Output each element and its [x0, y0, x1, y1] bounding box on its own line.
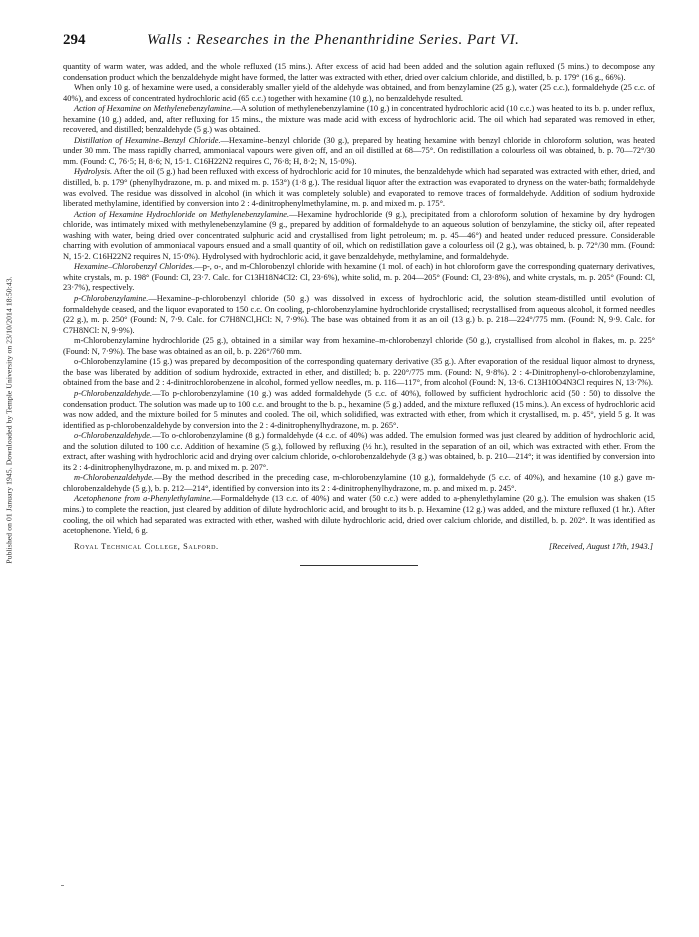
article-body — [63, 62, 655, 566]
paragraph-heading: Hydrolysis. — [74, 167, 113, 177]
paragraph — [63, 210, 655, 263]
paragraph — [63, 136, 655, 168]
paragraph-heading: m-Chlorobenzaldehyde. — [74, 473, 154, 483]
paragraph-heading: Distillation of Hexamine–Benzyl Chloride. — [74, 135, 221, 145]
paragraph-heading: Hexamine–Chlorobenzyl Chlorides. — [74, 262, 195, 272]
article-footer — [63, 542, 655, 553]
download-watermark-text: Published on 01 January 1945. Downloaded by Temple University on 23/10/2014 18:50:43. — [4, 276, 14, 564]
paragraph-text: —A solution of methylenebenzylamine (10 g.) in concentrated hydrochloric acid (10 c.c.) was heated to its b. p. under reflux, hexamine (10 g.) added, and, after refluxing for 15 mins., the mixture was made acid with excess of hydrochloric acid. The oil which had separated was removed in ether, recovered, and distilled; benzaldehyde (5 g.) was obtained. — [63, 104, 655, 135]
paragraph-text: —Hexamine–benzyl chloride (30 g.), prepared by heating hexamine with benzyl chloride in chloroform solution, was heated under 30 mm. The mass rapidly charred, ammoniacal vapours were given off, and an oil distilled at 68—75°. On redistillation a colourless oil was obtained, b. p. 70—72°/30 mm. (Found: C, 76·5; H, 8·6; N, 15·1. C16H22N2 requires C, 76·8; H, 8·2; N, 15·0%). — [63, 135, 655, 166]
scan-speck — [61, 885, 64, 886]
paragraph-text: quantity of warm water, was added, and the whole refluxed (15 mins.). After excess of acid had been added and the solution again refluxed (5 mins.) to decompose any condensation product which the benzaldehyde might have formed, the latter was extracted with ether, dried over calcium chloride, and distilled, b. p. 179° (16 g., 66%). — [63, 62, 655, 82]
paragraph-heading: o-Chlorobenzaldehyde. — [74, 431, 153, 441]
download-watermark — [3, 190, 15, 650]
paragraph-heading: p-Chlorobenzylamine. — [74, 294, 149, 304]
paragraph-text: When only 10 g. of hexamine were used, a considerably smaller yield of the aldehyde was obtained, and from benzylamine (25 g.), water (25 c.c.), formaldehyde (25 c.c. of 40%), and excess of concentrated hydrochloric acid (65 c.c.) together with hexamine (10 g.), no benzaldehyde resulted. — [63, 83, 655, 103]
paragraph-text: —To o-chlorobenzylamine (8 g.) formaldehyde (4 c.c. of 40%) was added. The emulsion formed was just cleared by addition of hydrochloric acid, and the solution diluted to 100 c.c. Addition of hexamine (5 g.), followed by refluxing (½ hr.), resulted in the separation of an oil, which was extracted with ether. From the extract, after washing with hydrochloric acid and drying over calcium chloride, o-chlorobenzaldehyde (3 g.) was obtained, b. p. 210—214°; it was identified by conversion into its 2 : 4-dinitrophenylhydrazone, m. p. and mixed m. p. 207°. — [63, 431, 655, 472]
paragraph-text: After the oil (5 g.) had been refluxed with excess of hydrochloric acid for 10 minutes, the benzaldehyde which had separated was extracted with ether, dried, and distilled, b. p. 179° (phenylhydrazone, m. p. and mixed m. p. 153°) (1·8 g.). The residual liquor after the extraction was evaporated to dryness on the water-bath; formaldehyde was evolved. The residue was dissolved in alcohol (in which it was completely soluble) and evaporated to remove traces of formaldehyde. Addition of sodium hydroxide liberated methylamine, identified by conversion into 2 : 4-dinitrophenylmethylamine, m. p. and mixed m. p. 175°. — [63, 167, 655, 209]
paragraph — [63, 62, 655, 83]
page-number: 294 — [63, 32, 86, 48]
paragraph — [63, 431, 655, 473]
paragraph — [63, 294, 655, 336]
paragraph-text: m-Chlorobenzylamine hydrochloride (25 g.), obtained in a similar way from hexamine–m-chlorobenzyl chloride (50 g.), crystallised from alcohol in flakes, m. p. 225° (Found: N, 7·9%). The base was obtained as an oil, b. p. 226°/760 mm. — [63, 336, 655, 356]
paragraph-text: —p-, o-, and m-Chlorobenzyl chloride with hexamine (1 mol. of each) in hot chloroform gave the corresponding quaternary derivatives, white crystals, m. p. 198° (Found: Cl, 23·7. Calc. for C13H18N4Cl2: Cl, 23·6%), white solid, m. p. 204—205° (Found: Cl, 23·8%), and white crystals, m. p. 205° (Found: Cl, 23·7%), respectively. — [63, 262, 656, 293]
paragraph-heading: Action of Hexamine on Methylenebenzylamine. — [74, 104, 233, 114]
paragraph — [63, 83, 655, 104]
paragraph — [63, 262, 655, 294]
paragraph-text: —Hexamine–p-chlorobenzyl chloride (50 g.) was dissolved in excess of hydrochloric acid, the solution steam-distilled until evolution of formaldehyde ceased, and the liquor evaporated to 150 c.c. On cooling, p-chlorobenzylamine hydrochloride crystallised; recrystallised from aqueous alcohol, it formed needles (22 g.), m. p. 250° (Found: N, 7·9. Calc. for C7H8NCl,HCl: N, 7·9%). The base was obtained from it as an oil (13 g.) b. p. 218—224°/775 mm. (Found: N, 9·9. Calc. for C7H8NCl: N, 9·9%). — [63, 294, 655, 335]
paragraph — [63, 494, 655, 536]
end-rule — [300, 565, 418, 566]
paragraph — [63, 336, 655, 357]
paragraph — [63, 473, 655, 494]
paragraph-text: —By the method described in the preceding case, m-chlorobenzylamine (10 g.), formaldehyde (5 c.c. of 40%), and hexamine (10 g.) gave m-chlorobenzaldehyde (5 g.), b. p. 212—214°, identified by conversion into its 2 : 4-dinitrophenylhydrazone, m. p. and mixed m. p. 245°. — [63, 473, 655, 493]
institution: Royal Technical College, Salford. — [74, 541, 219, 551]
paragraph — [63, 389, 655, 431]
paragraph — [63, 167, 655, 209]
running-header — [63, 32, 655, 54]
paragraph — [63, 357, 655, 389]
paragraph-heading: p-Chlorobenzaldehyde. — [74, 388, 153, 398]
paragraph-text: —Formaldehyde (13 c.c. of 40%) and water (50 c.c.) were added to a-phenylethylamine (20 g.). The emulsion was shaken (15 mins.) to complete the reaction, just cleared by addition of dilute hydrochloric acid, and brought to its b. p. Hexamine (12 g.) was added, and the mixture refluxed (1 hr.). After cooling, the oil which had separated was extracted with ether, washed with dilute hydrochloric acid, dried over calcium chloride, and distilled, b. p. 202°. It was identified as acetophenone. Yield, 6 g. — [63, 494, 656, 536]
running-title: Walls : Researches in the Phenanthridine Series. Part VI. — [147, 32, 520, 48]
received-date: [Received, August 17th, 1943.] — [548, 541, 653, 551]
paragraph-text: —To p-chlorobenzylamine (10 g.) was added formaldehyde (5 c.c. of 40%), followed by sufficient hydrochloric acid (50 : 50) to dissolve the condensation product. The solution was made up to 100 c.c. and brought to the b. p., hexamine (5 g.) added, and the mixture refluxed (15 mins.). An excess of hydrochloric acid was now added, and the mixture boiled for 5 minutes and cooled. The oil, which solidified, was extracted with ether, from which it crystallised, m. p. 45°, yield 5 g. It was identified as p-chlorobenzaldehyde by conversion into the 2 : 4-dinitrophenylhydrazone, m. p. 265°. — [63, 388, 655, 430]
paragraph-text: o-Chlorobenzylamine (15 g.) was prepared by decomposition of the corresponding quaternary derivative (35 g.). After evaporation of the residual liquor almost to dryness, the base was liberated by addition of sodium hydroxide, extracted in ether, and distilled; b. p. 220°/775 mm. (Found: N, 9·8%). 2 : 4-Dinitrophenyl-o-chlorobenzylamine, obtained from the base and 2 : 4-dinitrochlorobenzene in alcohol, formed yellow needles, m. p. 116—117°, from alcohol (Found: N, 13·6. C13H10O4N3Cl requires N, 13·7%). — [63, 357, 655, 388]
paragraph-heading: Acetophenone from a-Phenylethylamine. — [74, 494, 213, 504]
paragraph-heading: Action of Hexamine Hydrochloride on Methylenebenzylamine. — [74, 209, 290, 219]
paragraph — [63, 104, 655, 136]
paragraph-text: —Hexamine hydrochloride (9 g.), precipitated from a chloroform solution of hexamine by dry hydrogen chloride, was intimately mixed with methylenebenzylamine (9 g., prepared by addition of formaldehyde to an aqueous solution of benzylamine, the sticky oil, after repeated washing with water, being dried over concentrated sulphuric acid and crystallised from light petroleum; m. p. 45—46°) and heated under reduced pressure. Considerable charring with evolution of ammoniacal vapours ensued and a small quantity of oil, which on redistillation gave a colourless oil (2 g.), was obtained, b. p. 72°/30 mm. (Found: N, 15·2. C16H22N2 requires N, 15·0%). Hydrolysed with hydrochloric acid, it gave benzaldehyde, methylamine, and formaldehyde. — [63, 209, 655, 261]
